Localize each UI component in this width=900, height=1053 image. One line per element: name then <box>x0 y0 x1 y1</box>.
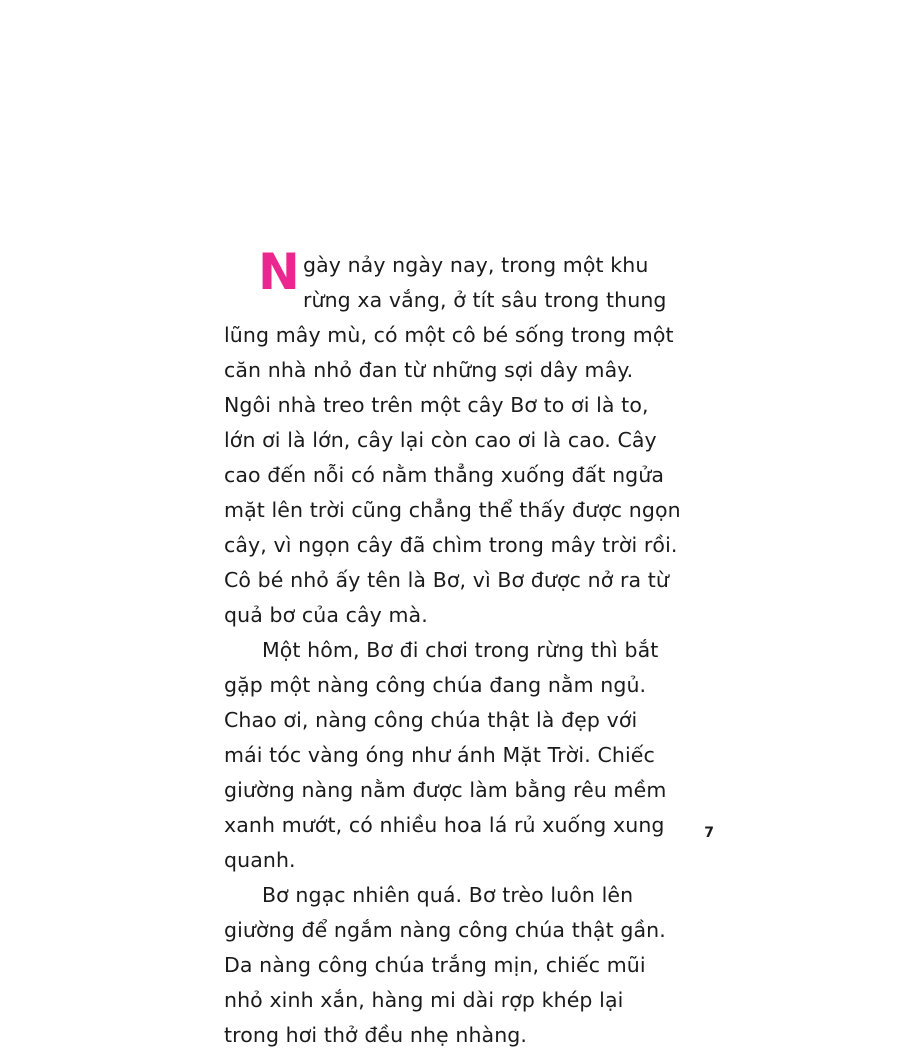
paragraph-2: Một hôm, Bơ đi chơi trong rừng thì bắt gặp một nàng công chúa đang nằm ngủ. Chao ơi, nàng công chúa thật là đẹp với mái tóc vàng óng như ánh Mặt Trời. Chiếc giường nàng nằm được làm bằng rêu mềm xanh mướt, có nhiều hoa lá rủ xuống xung quanh. <box>224 638 667 872</box>
page-text-body <box>224 243 682 1053</box>
paragraph-3: Bơ ngạc nhiên quá. Bơ trèo luôn lên giường để ngắm nàng công chúa thật gần. Da nàng công chúa trắng mịn, chiếc mũi nhỏ xinh xắn, hàng mi dài rợp khép lại trong hơi thở đều nhẹ nhàng. <box>224 883 666 1047</box>
paragraph-1-text: gày nảy ngày nay, trong một khu rừng xa vắng, ở tít sâu trong thung lũng mây mù, có một cô bé sống trong một căn nhà nhỏ đan từ những sợi dây mây. Ngôi nhà treo trên một cây Bơ to ơi là to, lớn ơi là lớn, cây lại còn cao ơi là cao. Cây cao đến nỗi có nằm thẳng xuống đất ngửa mặt lên trời cũng chẳng thể thấy được ngọn cây, vì ngọn cây đã chìm trong mây trời rồi. Cô bé nhỏ ấy tên là Bơ, vì Bơ được nở ra từ quả bơ của cây mà. <box>224 253 681 627</box>
drop-cap-letter: N <box>258 243 300 301</box>
paragraph-1 <box>224 243 682 633</box>
page-number: 7 <box>704 825 714 841</box>
